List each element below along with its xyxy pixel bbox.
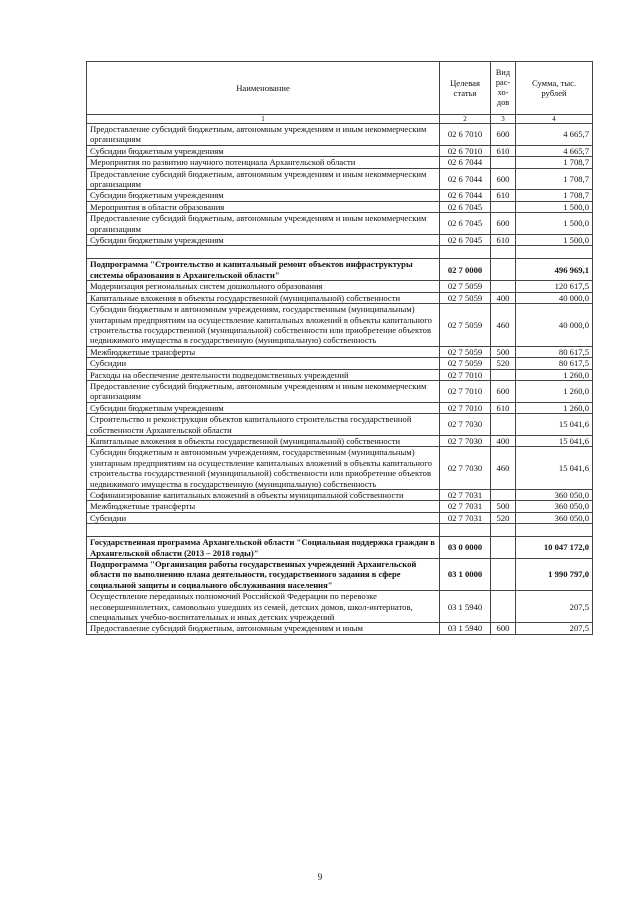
empty-cell bbox=[440, 246, 491, 259]
empty-cell bbox=[440, 524, 491, 537]
table-row bbox=[87, 157, 593, 168]
name-cell: Подпрограмма "Организация работы государственных учреждений Архангельской области по выполнению плана деятельности, государственного задания в сфере социальной защиты и социального обслуживания населения" bbox=[87, 559, 440, 591]
kind-cell bbox=[491, 281, 516, 292]
code-cell: 02 6 7045 bbox=[440, 213, 491, 235]
kind-cell: 600 bbox=[491, 124, 516, 146]
sum-cell: 360 050,0 bbox=[516, 501, 593, 512]
empty-cell bbox=[516, 246, 593, 259]
kind-cell: 610 bbox=[491, 145, 516, 156]
kind-cell: 600 bbox=[491, 380, 516, 402]
column-number: 2 bbox=[440, 115, 491, 124]
kind-cell bbox=[491, 414, 516, 436]
empty-cell bbox=[516, 524, 593, 537]
name-cell: Предоставление субсидий бюджетным, автономным учреждениям и иным некоммерческим организациям bbox=[87, 168, 440, 190]
kind-cell: 600 bbox=[491, 623, 516, 634]
sum-cell: 1 990 797,0 bbox=[516, 559, 593, 591]
code-cell: 02 6 7045 bbox=[440, 201, 491, 212]
name-cell: Субсидии bbox=[87, 358, 440, 369]
name-cell: Предоставление субсидий бюджетным, автономным учреждениям и иным некоммерческим организациям bbox=[87, 213, 440, 235]
code-cell: 02 7 7031 bbox=[440, 490, 491, 501]
name-cell: Подпрограмма "Строительство и капитальный ремонт объектов инфраструктуры системы образования в Архангельской области" bbox=[87, 259, 440, 281]
table-row bbox=[87, 358, 593, 369]
sum-cell: 80 617,5 bbox=[516, 346, 593, 357]
table-row bbox=[87, 402, 593, 413]
code-cell: 02 7 0000 bbox=[440, 259, 491, 281]
table-row bbox=[87, 124, 593, 146]
sum-cell: 15 041,6 bbox=[516, 435, 593, 446]
name-cell: Межбюджетные трансферты bbox=[87, 501, 440, 512]
code-cell: 02 7 7030 bbox=[440, 447, 491, 490]
page-number: 9 bbox=[317, 872, 323, 882]
kind-cell: 500 bbox=[491, 501, 516, 512]
spacer-row bbox=[87, 246, 593, 259]
sum-cell: 120 617,5 bbox=[516, 281, 593, 292]
table-row bbox=[87, 559, 593, 591]
code-cell: 03 0 0000 bbox=[440, 537, 491, 559]
table-row bbox=[87, 346, 593, 357]
code-cell: 02 7 7010 bbox=[440, 402, 491, 413]
table-row bbox=[87, 190, 593, 201]
table-row bbox=[87, 201, 593, 212]
sum-cell: 360 050,0 bbox=[516, 490, 593, 501]
sum-cell: 1 500,0 bbox=[516, 213, 593, 235]
code-cell: 02 6 7045 bbox=[440, 235, 491, 246]
kind-cell bbox=[491, 157, 516, 168]
table-row bbox=[87, 447, 593, 490]
code-cell: 02 7 7030 bbox=[440, 414, 491, 436]
table-row bbox=[87, 537, 593, 559]
sum-cell: 40 000,0 bbox=[516, 304, 593, 347]
sum-cell: 207,5 bbox=[516, 591, 593, 623]
column-number-row bbox=[87, 115, 593, 124]
kind-cell bbox=[491, 259, 516, 281]
name-cell: Предоставление субсидий бюджетным, автономным учреждениям и иным некоммерческим организациям bbox=[87, 380, 440, 402]
name-cell: Субсидии бюджетным и автономным учреждениям, государственным (муниципальным) унитарным предприятиям на осуществление капитальных вложений в объекты капитального строительства государственной (муниципальной) собственности или приобретение объектов недвижимого имущества в государственную (муниципальную) собственность bbox=[87, 447, 440, 490]
kind-cell: 600 bbox=[491, 213, 516, 235]
name-cell: Государственная программа Архангельской области "Социальная поддержка граждан в Архангельской области (2013 – 2018 годы)" bbox=[87, 537, 440, 559]
table-row bbox=[87, 490, 593, 501]
table-row bbox=[87, 369, 593, 380]
code-cell: 02 7 7030 bbox=[440, 435, 491, 446]
sum-cell: 40 000,0 bbox=[516, 292, 593, 303]
kind-cell bbox=[491, 490, 516, 501]
sum-cell: 4 665,7 bbox=[516, 145, 593, 156]
kind-cell: 500 bbox=[491, 346, 516, 357]
kind-cell: 610 bbox=[491, 235, 516, 246]
kind-cell: 610 bbox=[491, 402, 516, 413]
code-cell: 02 7 5059 bbox=[440, 358, 491, 369]
table-row bbox=[87, 501, 593, 512]
sum-cell: 1 708,7 bbox=[516, 168, 593, 190]
name-cell: Капитальные вложения в объекты государственной (муниципальной) собственности bbox=[87, 292, 440, 303]
name-cell: Субсидии bbox=[87, 512, 440, 523]
table-header-row bbox=[87, 62, 593, 115]
name-cell: Субсидии бюджетным учреждениям bbox=[87, 402, 440, 413]
table-row bbox=[87, 435, 593, 446]
table-body bbox=[87, 124, 593, 635]
name-cell: Субсидии бюджетным учреждениям bbox=[87, 145, 440, 156]
kind-cell: 400 bbox=[491, 292, 516, 303]
sum-cell: 10 047 172,0 bbox=[516, 537, 593, 559]
header-code: Целевая статья bbox=[440, 62, 491, 115]
code-cell: 02 7 5059 bbox=[440, 292, 491, 303]
table-row bbox=[87, 281, 593, 292]
kind-cell bbox=[491, 369, 516, 380]
sum-cell: 15 041,6 bbox=[516, 414, 593, 436]
table-row bbox=[87, 168, 593, 190]
column-number: 3 bbox=[491, 115, 516, 124]
table-row bbox=[87, 623, 593, 634]
kind-cell: 460 bbox=[491, 304, 516, 347]
empty-cell bbox=[87, 524, 440, 537]
name-cell: Предоставление субсидий бюджетным, автономным учреждениям и иным bbox=[87, 623, 440, 634]
sum-cell: 80 617,5 bbox=[516, 358, 593, 369]
name-cell: Предоставление субсидий бюджетным, автономным учреждениям и иным некоммерческим организациям bbox=[87, 124, 440, 146]
sum-cell: 360 050,0 bbox=[516, 512, 593, 523]
table-row bbox=[87, 292, 593, 303]
code-cell: 02 6 7010 bbox=[440, 124, 491, 146]
kind-cell bbox=[491, 201, 516, 212]
name-cell: Субсидии бюджетным и автономным учреждениям, государственным (муниципальным) унитарным предприятиям на осуществление капитальных вложений в объекты капитального строительства государственной (муниципальной) собственности или приобретение объектов недвижимого имущества в государственную (муниципальную) собственность bbox=[87, 304, 440, 347]
name-cell: Осуществление переданных полномочий Российской Федерации по перевозке несовершеннолетних, самовольно ушедших из семей, детских домов, школ-интернатов, специальных учебно-воспитательных и иных детских учреждений bbox=[87, 591, 440, 623]
sum-cell: 1 500,0 bbox=[516, 235, 593, 246]
sum-cell: 15 041,6 bbox=[516, 447, 593, 490]
name-cell: Мероприятия в области образования bbox=[87, 201, 440, 212]
table-row bbox=[87, 259, 593, 281]
code-cell: 02 6 7044 bbox=[440, 168, 491, 190]
kind-cell bbox=[491, 591, 516, 623]
column-number: 1 bbox=[87, 115, 440, 124]
code-cell: 02 7 7010 bbox=[440, 380, 491, 402]
sum-cell: 1 260,0 bbox=[516, 380, 593, 402]
code-cell: 02 7 5059 bbox=[440, 346, 491, 357]
table-row bbox=[87, 213, 593, 235]
spacer-row bbox=[87, 524, 593, 537]
name-cell: Строительство и реконструкция объектов капитального строительства государственной собственности Архангельской области bbox=[87, 414, 440, 436]
table-row bbox=[87, 304, 593, 347]
kind-cell: 400 bbox=[491, 435, 516, 446]
budget-table bbox=[86, 61, 593, 635]
code-cell: 02 7 5059 bbox=[440, 281, 491, 292]
kind-cell: 520 bbox=[491, 512, 516, 523]
code-cell: 02 7 7010 bbox=[440, 369, 491, 380]
sum-cell: 4 665,7 bbox=[516, 124, 593, 146]
sum-cell: 207,5 bbox=[516, 623, 593, 634]
table-row bbox=[87, 414, 593, 436]
name-cell: Субсидии бюджетным учреждениям bbox=[87, 235, 440, 246]
name-cell: Межбюджетные трансферты bbox=[87, 346, 440, 357]
code-cell: 02 7 7031 bbox=[440, 501, 491, 512]
kind-cell: 610 bbox=[491, 190, 516, 201]
kind-cell bbox=[491, 537, 516, 559]
column-number: 4 bbox=[516, 115, 593, 124]
table-row bbox=[87, 591, 593, 623]
kind-cell: 600 bbox=[491, 168, 516, 190]
sum-cell: 1 260,0 bbox=[516, 402, 593, 413]
table-row bbox=[87, 235, 593, 246]
empty-cell bbox=[87, 246, 440, 259]
empty-cell bbox=[491, 524, 516, 537]
kind-cell bbox=[491, 559, 516, 591]
sum-cell: 1 708,7 bbox=[516, 157, 593, 168]
table-row bbox=[87, 512, 593, 523]
sum-cell: 1 260,0 bbox=[516, 369, 593, 380]
header-kind: Вид рас-хо-дов bbox=[491, 62, 516, 115]
kind-cell: 520 bbox=[491, 358, 516, 369]
name-cell: Мероприятия по развитию научного потенциала Архангельской области bbox=[87, 157, 440, 168]
header-name: Наименование bbox=[87, 62, 440, 115]
code-cell: 02 7 7031 bbox=[440, 512, 491, 523]
code-cell: 03 1 5940 bbox=[440, 591, 491, 623]
code-cell: 03 1 0000 bbox=[440, 559, 491, 591]
table-row bbox=[87, 145, 593, 156]
sum-cell: 1 500,0 bbox=[516, 201, 593, 212]
code-cell: 03 1 5940 bbox=[440, 623, 491, 634]
sum-cell: 496 969,1 bbox=[516, 259, 593, 281]
name-cell: Субсидии бюджетным учреждениям bbox=[87, 190, 440, 201]
name-cell: Расходы на обеспечение деятельности подведомственных учреждений bbox=[87, 369, 440, 380]
table-row bbox=[87, 380, 593, 402]
sum-cell: 1 708,7 bbox=[516, 190, 593, 201]
name-cell: Капитальные вложения в объекты государственной (муниципальной) собственности bbox=[87, 435, 440, 446]
code-cell: 02 6 7044 bbox=[440, 157, 491, 168]
code-cell: 02 7 5059 bbox=[440, 304, 491, 347]
header-sum: Сумма, тыс. рублей bbox=[516, 62, 593, 115]
code-cell: 02 6 7044 bbox=[440, 190, 491, 201]
kind-cell: 460 bbox=[491, 447, 516, 490]
code-cell: 02 6 7010 bbox=[440, 145, 491, 156]
empty-cell bbox=[491, 246, 516, 259]
name-cell: Модернизация региональных систем дошкольного образования bbox=[87, 281, 440, 292]
name-cell: Софинансирование капитальных вложений в объекты муниципальной собственности bbox=[87, 490, 440, 501]
